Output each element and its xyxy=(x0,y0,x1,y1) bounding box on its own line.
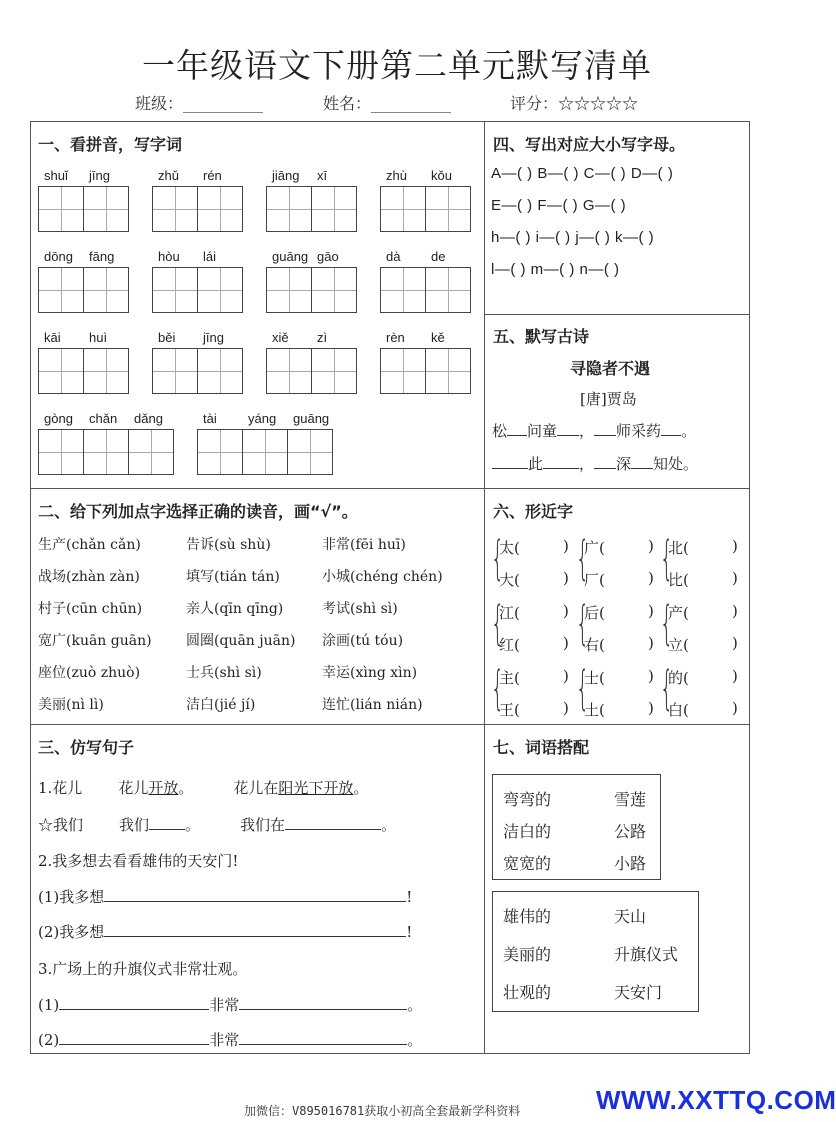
writing-grid[interactable] xyxy=(266,186,356,232)
pronunciation-item[interactable]: 非常(fēi huī) xyxy=(322,537,406,553)
writing-cell[interactable] xyxy=(311,267,357,313)
similar-char-item: 的( xyxy=(668,669,689,687)
writing-cell[interactable] xyxy=(152,267,198,313)
answer-paren[interactable]: ) xyxy=(732,602,738,620)
writing-cell[interactable] xyxy=(197,348,243,394)
answer-paren[interactable]: ) xyxy=(648,602,654,620)
writing-cell[interactable] xyxy=(380,267,426,313)
row-divider xyxy=(30,724,750,725)
answer-paren[interactable]: ) xyxy=(648,569,654,587)
similar-char-item: 大( xyxy=(499,571,520,589)
pronunciation-item[interactable]: 小城(chéng chén) xyxy=(322,569,443,585)
poem-line-1: 松 问童 ， 师采药 。 xyxy=(492,422,697,440)
pinyin-label: lái xyxy=(203,249,217,264)
writing-cell[interactable] xyxy=(38,348,84,394)
section-2-heading: 二、给下列加点字选择正确的读音，画“√”。 xyxy=(38,502,358,521)
writing-cell[interactable] xyxy=(197,267,243,313)
writing-cell[interactable] xyxy=(425,348,471,394)
writing-grid[interactable] xyxy=(38,429,173,475)
poem-title: 寻隐者不遇 xyxy=(570,359,651,378)
pronunciation-item[interactable]: 圆圈(quān juān) xyxy=(186,633,296,649)
writing-cell[interactable] xyxy=(380,186,426,232)
writing-cell[interactable] xyxy=(311,348,357,394)
poem-author: [唐]贾岛 xyxy=(580,390,637,408)
pinyin-label: gòng xyxy=(44,411,73,426)
match-word[interactable]: 壮观的 xyxy=(503,983,552,1002)
sentence-line-8: (2) 非常 。 xyxy=(38,1031,423,1049)
writing-grid[interactable] xyxy=(197,429,332,475)
match-word[interactable]: 公路 xyxy=(614,822,647,841)
pinyin-label: dà xyxy=(386,249,401,264)
answer-paren[interactable]: ) xyxy=(563,667,569,685)
answer-paren[interactable]: ) xyxy=(563,699,569,717)
similar-char-item: 士( xyxy=(584,669,605,687)
brace-icon: { xyxy=(576,661,590,715)
writing-cell[interactable] xyxy=(197,429,243,475)
similar-char-item: 后( xyxy=(584,604,605,622)
writing-cell[interactable] xyxy=(38,429,84,475)
writing-cell[interactable] xyxy=(83,186,129,232)
brace-icon: { xyxy=(576,531,590,585)
match-word[interactable]: 天安门 xyxy=(614,983,663,1002)
pronunciation-item[interactable]: 村子(cūn chūn) xyxy=(38,601,143,617)
similar-char-item: 白( xyxy=(668,701,689,719)
pinyin-label: kě xyxy=(431,330,445,345)
writing-cell[interactable] xyxy=(266,267,312,313)
writing-grid[interactable] xyxy=(266,348,356,394)
pinyin-label: běi xyxy=(158,330,176,345)
answer-paren[interactable]: ) xyxy=(732,569,738,587)
letter-row: E—( ) F—( ) G—( ) xyxy=(491,197,627,214)
writing-grid[interactable] xyxy=(152,348,242,394)
pinyin-label: rèn xyxy=(386,330,405,345)
similar-char-item: 右( xyxy=(584,636,605,654)
match-word[interactable]: 雄伟的 xyxy=(503,907,552,926)
brace-icon: { xyxy=(491,661,505,715)
writing-cell[interactable] xyxy=(425,267,471,313)
pronunciation-item[interactable]: 亲人(qīn qīng) xyxy=(186,601,284,617)
pronunciation-item[interactable]: 填写(tián tán) xyxy=(186,569,280,585)
sentence-line-6: 3.广场上的升旗仪式非常壮观。 xyxy=(38,960,248,978)
pinyin-label: chǎn xyxy=(89,411,118,426)
pinyin-label: hòu xyxy=(158,249,180,264)
similar-char-item: 主( xyxy=(499,669,520,687)
writing-cell[interactable] xyxy=(425,186,471,232)
writing-cell[interactable] xyxy=(83,267,129,313)
pinyin-label: kǒu xyxy=(431,168,452,183)
class-field[interactable]: 班级：__________ xyxy=(135,94,264,113)
pronunciation-item[interactable]: 考试(shì sì) xyxy=(322,601,398,617)
row-divider xyxy=(484,314,750,315)
similar-char-item: 江( xyxy=(499,604,520,622)
pinyin-label: jiāng xyxy=(272,168,300,183)
pronunciation-item[interactable]: 美丽(nì lì) xyxy=(38,697,104,713)
brace-icon: { xyxy=(576,596,590,650)
pronunciation-item[interactable]: 战场(zhàn zàn) xyxy=(38,569,140,585)
pinyin-label: xiě xyxy=(272,330,289,345)
pronunciation-item[interactable]: 连忙(lián nián) xyxy=(322,697,423,713)
pinyin-label: yáng xyxy=(248,411,277,426)
letter-row: A—( ) B—( ) C—( ) D—( ) xyxy=(491,165,674,182)
match-word[interactable]: 升旗仪式 xyxy=(614,945,679,964)
match-word[interactable]: 天山 xyxy=(614,907,647,926)
writing-cell[interactable] xyxy=(83,429,129,475)
column-divider xyxy=(484,121,485,1054)
brace-icon: { xyxy=(660,661,674,715)
sentence-line-3: 2.我多想去看看雄伟的天安门! xyxy=(38,852,239,870)
match-word[interactable]: 雪莲 xyxy=(614,790,647,809)
pinyin-label: jīng xyxy=(89,168,110,183)
pinyin-label: kāi xyxy=(44,330,61,345)
pinyin-label: xī xyxy=(317,168,328,183)
similar-char-item: 产( xyxy=(668,604,689,622)
page-title: 一年级语文下册第二单元默写清单 xyxy=(142,46,652,85)
pinyin-label: huì xyxy=(89,330,108,345)
brace-icon: { xyxy=(491,531,505,585)
pinyin-label: guāng xyxy=(293,411,330,426)
similar-char-item: 比( xyxy=(668,571,689,589)
writing-cell[interactable] xyxy=(287,429,333,475)
brace-icon: { xyxy=(660,531,674,585)
writing-grid[interactable] xyxy=(152,186,242,232)
pinyin-label: zhǔ xyxy=(158,168,179,183)
writing-grid[interactable] xyxy=(380,348,470,394)
sentence-line-7: (1) 非常 。 xyxy=(38,996,423,1014)
pinyin-label: jīng xyxy=(203,330,224,345)
sentence-line-5: (2)我多想 ! xyxy=(38,923,413,941)
writing-grid[interactable] xyxy=(266,267,356,313)
brace-icon: { xyxy=(660,596,674,650)
writing-cell[interactable] xyxy=(380,348,426,394)
pinyin-label: fāng xyxy=(89,249,115,264)
answer-paren[interactable]: ) xyxy=(563,602,569,620)
writing-cell[interactable] xyxy=(83,348,129,394)
answer-paren[interactable]: ) xyxy=(732,537,738,555)
match-word[interactable]: 宽宽的 xyxy=(503,854,552,873)
score-field: 评分：☆☆☆☆☆ xyxy=(510,94,639,113)
section-6-heading: 六、形近字 xyxy=(493,502,574,521)
writing-grid[interactable] xyxy=(380,186,470,232)
answer-paren[interactable]: ) xyxy=(732,667,738,685)
answer-paren[interactable]: ) xyxy=(732,699,738,717)
name-field[interactable]: 姓名：__________ xyxy=(323,94,452,113)
pronunciation-item[interactable]: 幸运(xìng xìn) xyxy=(322,665,418,681)
pronunciation-item[interactable]: 洁白(jié jí) xyxy=(186,697,256,713)
letter-row: l—( ) m—( ) n—( ) xyxy=(491,261,620,278)
section-5-heading: 五、默写古诗 xyxy=(493,327,590,346)
sentence-line-4: (1)我多想 ! xyxy=(38,888,413,906)
pinyin-label: gāo xyxy=(317,249,339,264)
row-divider xyxy=(30,488,750,489)
similar-char-item: 红( xyxy=(499,636,520,654)
answer-paren[interactable]: ) xyxy=(648,634,654,652)
pinyin-label: zhù xyxy=(386,168,407,183)
writing-cell[interactable] xyxy=(266,186,312,232)
pinyin-label: tài xyxy=(203,411,217,426)
section-4-heading: 四、写出对应大小写字母。 xyxy=(493,135,686,154)
similar-char-item: 厂( xyxy=(584,571,605,589)
writing-cell[interactable] xyxy=(311,186,357,232)
answer-paren[interactable]: ) xyxy=(648,537,654,555)
pinyin-label: shuǐ xyxy=(44,168,68,183)
writing-grid[interactable] xyxy=(152,267,242,313)
answer-paren[interactable]: ) xyxy=(563,537,569,555)
similar-char-item: 土( xyxy=(584,701,605,719)
answer-paren[interactable]: ) xyxy=(648,699,654,717)
writing-cell[interactable] xyxy=(242,429,288,475)
pinyin-label: rén xyxy=(203,168,222,183)
footer-note: 加微信：V895016781获取小初高全套最新学科资料 xyxy=(244,1104,521,1118)
section-3-heading: 三、仿写句子 xyxy=(38,738,135,757)
match-word[interactable]: 美丽的 xyxy=(503,945,552,964)
writing-cell[interactable] xyxy=(152,186,198,232)
match-word[interactable]: 弯弯的 xyxy=(503,790,552,809)
pronunciation-item[interactable]: 士兵(shì sì) xyxy=(186,665,262,681)
writing-cell[interactable] xyxy=(152,348,198,394)
pinyin-label: dōng xyxy=(44,249,73,264)
similar-char-item: 立( xyxy=(668,636,689,654)
pinyin-label: zì xyxy=(317,330,328,345)
writing-cell[interactable] xyxy=(128,429,174,475)
sentence-line-2: ☆我们 我们 。 我们在 。 xyxy=(38,816,397,834)
poem-line-2: 此 ， 深 知处。 xyxy=(492,453,698,474)
brace-icon: { xyxy=(491,596,505,650)
answer-paren[interactable]: ) xyxy=(732,634,738,652)
writing-cell[interactable] xyxy=(38,186,84,232)
similar-char-item: 王( xyxy=(499,701,520,719)
similar-char-item: 太( xyxy=(499,539,520,557)
section-7-heading: 七、词语搭配 xyxy=(493,738,590,757)
writing-cell[interactable] xyxy=(38,267,84,313)
pronunciation-item[interactable]: 告诉(sù shù) xyxy=(186,537,271,553)
pronunciation-item[interactable]: 涂画(tú tóu) xyxy=(322,633,404,649)
sentence-line-1: 1.花儿 花儿开放。 花儿在阳光下开放。 xyxy=(38,779,369,797)
pinyin-label: dǎng xyxy=(134,411,163,426)
answer-paren[interactable]: ) xyxy=(648,667,654,685)
pronunciation-item[interactable]: 生产(chǎn cǎn) xyxy=(38,537,141,553)
similar-char-item: 北( xyxy=(668,539,689,557)
answer-paren[interactable]: ) xyxy=(563,634,569,652)
writing-grid[interactable] xyxy=(380,267,470,313)
writing-grid[interactable] xyxy=(38,186,128,232)
writing-cell[interactable] xyxy=(197,186,243,232)
site-logo: WWW.XXTTQ.COM xyxy=(596,1085,836,1115)
writing-grid[interactable] xyxy=(38,267,128,313)
pinyin-label: guāng xyxy=(272,249,309,264)
match-word[interactable]: 洁白的 xyxy=(503,822,552,841)
section-1-heading: 一、看拼音，写字词 xyxy=(38,135,183,154)
writing-grid[interactable] xyxy=(38,348,128,394)
match-word[interactable]: 小路 xyxy=(614,854,647,873)
pronunciation-item[interactable]: 宽广(kuān guān) xyxy=(38,633,152,649)
similar-char-item: 广( xyxy=(584,539,605,557)
pronunciation-item[interactable]: 座位(zuò zhuò) xyxy=(38,665,141,681)
writing-cell[interactable] xyxy=(266,348,312,394)
pinyin-label: de xyxy=(431,249,446,264)
answer-paren[interactable]: ) xyxy=(563,569,569,587)
letter-row: h—( ) i—( ) j—( ) k—( ) xyxy=(491,229,655,246)
